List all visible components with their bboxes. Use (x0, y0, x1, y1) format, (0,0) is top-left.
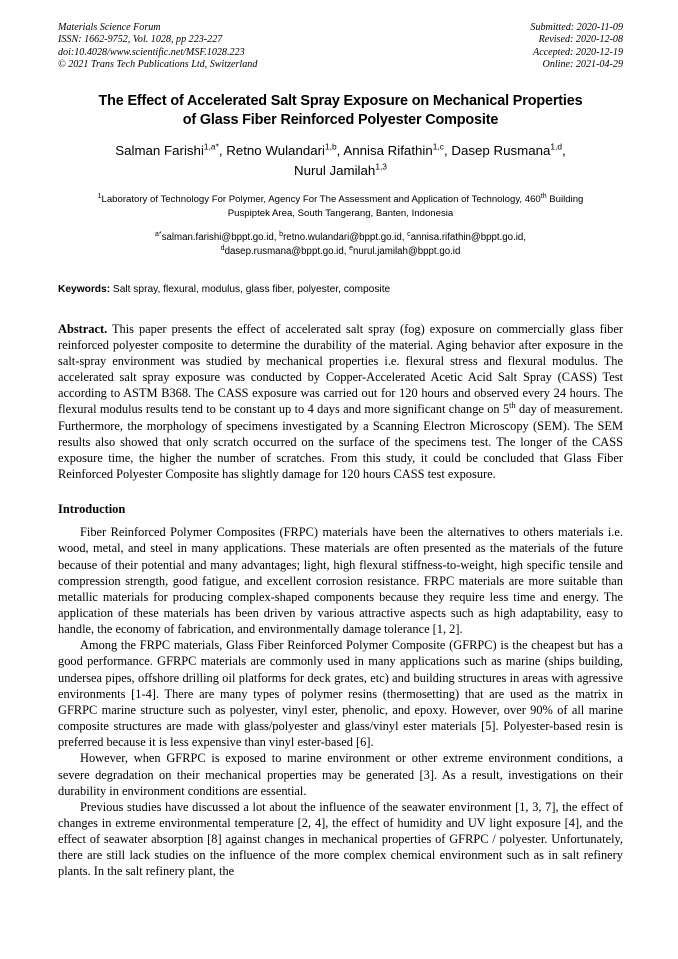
journal-header-left (58, 22, 257, 72)
affiliation-text-2: Building Puspiptek Area, South Tangerang, Banten, Indonesia (227, 193, 584, 220)
journal-name: Materials Science Forum (58, 22, 161, 33)
author-emails (58, 231, 623, 260)
author-dasep-rusmana: , Dasep Rusmana (443, 142, 551, 158)
journal-issn: ISSN: 1662-9752, Vol. 1028, pp 223-227 (58, 34, 223, 46)
title-line-2: of Glass Fiber Reinforced Polyester Composite (182, 111, 499, 128)
author-line-1-comma: , (562, 142, 566, 158)
email-marker-d: d (220, 244, 225, 252)
email-retno[interactable]: retno.wulandari@bppt.go.id, (283, 231, 408, 243)
date-revised: Revised: 2020-12-08 (538, 34, 623, 46)
author-retno-wulandari: , Retno Wulandari (218, 142, 326, 158)
journal-doi: doi:10.4028/www.scientific.net/MSF.1028.223 (58, 46, 245, 58)
email-marker-c: c (407, 230, 411, 238)
affiliation-marker: 1 (97, 192, 102, 200)
author-list (58, 141, 623, 181)
abstract (58, 321, 623, 483)
author-sup-a: 1,a* (203, 141, 219, 152)
affiliation-ordinal: th (540, 192, 547, 200)
author-salman-farishi: Salman Farishi (115, 142, 204, 158)
date-online: Online: 2021-04-29 (542, 59, 623, 71)
introduction-paragraph-3: However, when GFRPC is exposed to marine environment or other extreme environment conditions, a severe degradation on their mechanical properties may be generated [3]. As a result, investigations on their durability in environment conditions are essential. (58, 751, 623, 798)
author-line-1 (58, 141, 623, 161)
affiliation (58, 193, 623, 222)
author-line-2 (58, 161, 623, 181)
abstract-label: Abstract. (58, 321, 108, 336)
email-nurul[interactable]: nurul.jamilah@bppt.go.id (353, 246, 461, 258)
date-submitted: Submitted: 2020-11-09 (530, 22, 623, 33)
abstract-text-part-1: This paper presents the effect of accelerated salt spray (fog) exposure on commercially glass fiber reinforced polyester composite to determine the durability of the material. Aging behavior after exposure in the salt-spray environment was studied by mechanical properties i.e. flexural stress and flexural modulus. The accelerated salt spray exposure was conducted by Copper-Accelerated Acetic Acid Salt Spray (CASS) Test according to ASTM B368. The CASS exposure was carried out for 120 hours and observed every 24 hours. The flexural modulus results tend to be constant up to 4 days and more significant change on 5 (58, 321, 623, 417)
email-marker-a: a* (155, 230, 162, 238)
journal-copyright: © 2021 Trans Tech Publications Ltd, Switzerland (58, 59, 258, 71)
page-title (58, 92, 623, 130)
email-salman[interactable]: salman.farishi@bppt.go.id, (161, 231, 280, 243)
introduction-body (58, 524, 623, 879)
author-sup-d: 1,d (550, 141, 563, 152)
email-annisa[interactable]: annisa.rifathin@bppt.go.id, (410, 231, 526, 243)
abstract-ordinal: th (509, 401, 516, 411)
introduction-paragraph-2: Among the FRPC materials, Glass Fiber Reinforced Polymer Composite (GFRPC) is the cheapest but has a good performance. GFRPC materials are commonly used in many applications such as marine (ships building, undersea pipes, offshore drilling oil platforms for deck grates, etc) and building structures in areas with agressive environments [1-4]. There are many types of polymer resins (thermosetting) that are used as the matrix in GFRPC marine structure such as polyester, vinyl ester, phenolic, and epoxy. However, over 90% of all marine composite structures are made with glass/polyester and glass/vinyl ester materials [5]. Polyester-based resin is preferred because it is less expensive than vinyl ester-based [6]. (58, 638, 623, 750)
section-heading-introduction: Introduction (58, 502, 126, 517)
introduction-paragraph-4: Previous studies have discussed a lot about the influence of the seawater environment [1, 3, 7], the effect of changes in extreme environmental temperature [2, 4], the effect of humidity and UV light exposure [4], and the effect of seawater absorption [8] against changes in mechanical properties of GFRPC / polyester. Unfortunately, there are still lack studies on the influence of the more complex chemical environment such as in salt refinery plants. In the salt refinery plant, the (58, 799, 623, 879)
keywords-label: Keywords: (58, 283, 111, 295)
email-dasep[interactable]: dasep.rusmana@bppt.go.id, (224, 246, 350, 258)
introduction-paragraph-1: Fiber Reinforced Polymer Composites (FRPC) materials have been the alternatives to others materials i.e. wood, metal, and steel in many applications. These materials are often presented as the materials of the future because of their potential and many advantages; light, high flexural stiffness-to-weight, high specific tensile and compression strength, good fatigue, and excellent corrosion resistance. FRPC materials are more suitable than metallic materials for producing complex-shaped components because they require less time and energy. The application of these materials has been driven by various attractive aspects such as high adaptability, easy to handle, the economy of fabrication, and environmentally damage tolerance [1, 2]. (58, 525, 623, 637)
title-line-1: The Effect of Accelerated Salt Spray Exposure on Mechanical Properties (98, 92, 583, 109)
author-sup-b: 1,b (325, 141, 337, 152)
abstract-text-part-2: day of measurement. Furthermore, the morphology of specimens investigated by a Scanning Electron Microscopy (SEM). The SEM results also showed that only scratch occurred on the surface of the specimens test. The longer of the CASS exposure time, the higher the number of scratches. From this study, it could be concluded that Glass Fiber Reinforced Polyester Composite has slightly damage for 120 hours CASS test exposure. (58, 402, 623, 482)
email-marker-b: b (279, 230, 284, 238)
author-nurul-jamilah: Nurul Jamilah (294, 162, 376, 178)
keywords (58, 283, 623, 297)
journal-header (58, 22, 623, 72)
author-sup-e: 1,3 (375, 161, 387, 172)
date-accepted: Accepted: 2020-12-19 (533, 46, 623, 58)
journal-header-right (530, 22, 623, 72)
email-marker-e: e (349, 244, 354, 252)
affiliation-text-1: Laboratory of Technology For Polymer, Agency For The Assessment and Application of Technology, 460 (101, 193, 541, 205)
author-annisa-rifathin: , Annisa Rifathin (336, 142, 433, 158)
author-sup-c: 1,c (432, 141, 444, 152)
keywords-values: Salt spray, flexural, modulus, glass fiber, polyester, composite (110, 283, 391, 295)
